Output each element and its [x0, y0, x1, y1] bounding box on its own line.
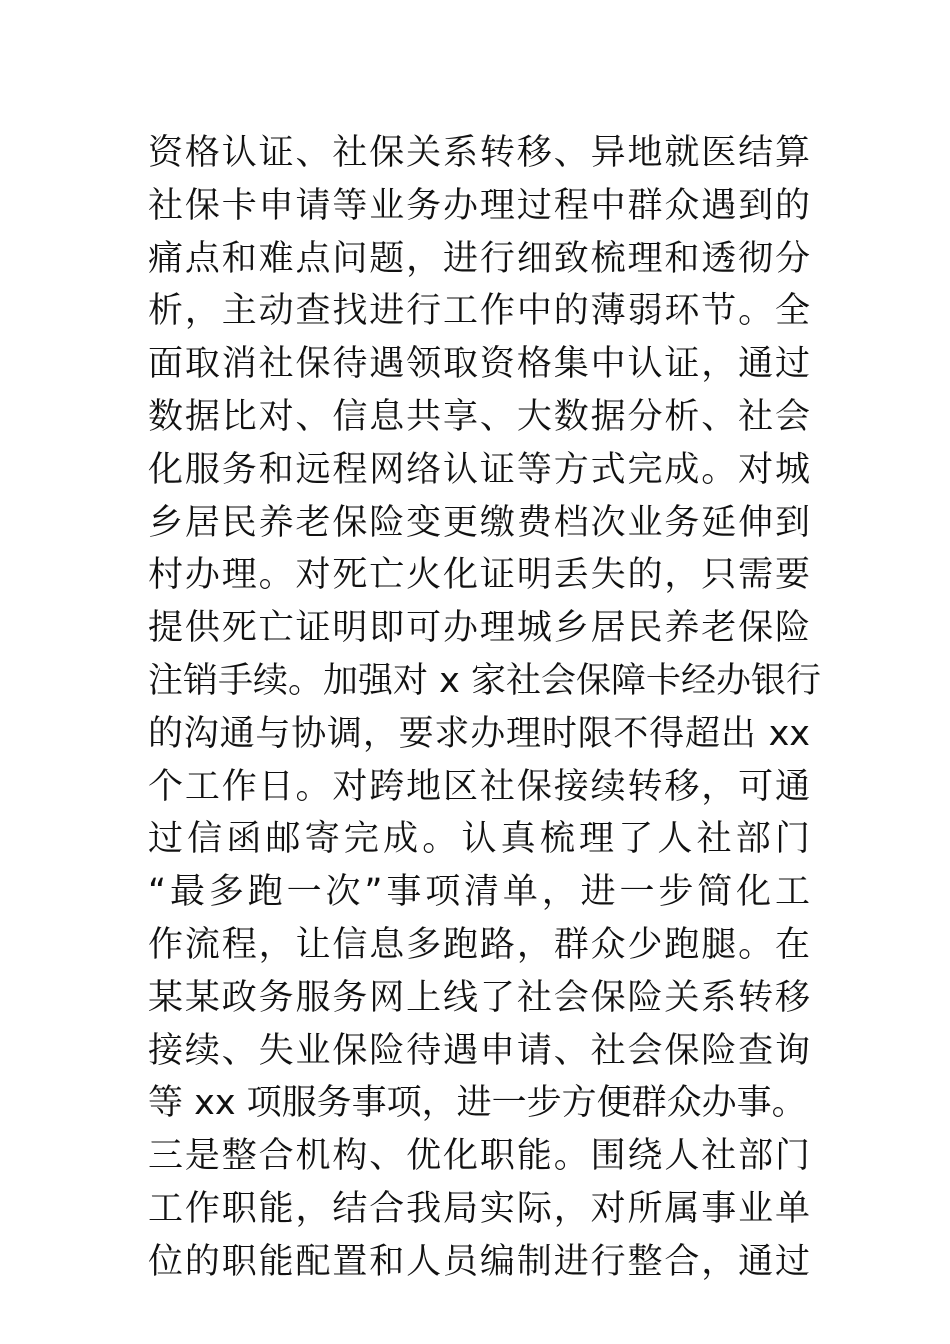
text-line: 社保卡申请等业务办理过程中群众遇到的	[148, 185, 810, 226]
text-line: 个工作日。对跨地区社保接续转移，可通	[148, 766, 810, 807]
text-line: 的沟通与协调，要求办理时限不得超出 xx	[148, 713, 810, 754]
text-line: 三是整合机构、优化职能。围绕人社部门	[148, 1136, 810, 1177]
text-line: 资格认证、社保关系转移、异地就医结算	[148, 133, 810, 173]
text-line: 过信函邮寄完成。认真梳理了人社部门	[148, 819, 810, 860]
text-line: 等 xx 项服务事项，进一步方便群众办事。	[148, 1083, 807, 1124]
text-line: 数据比对、信息共享、大数据分析、社会	[148, 396, 810, 437]
text-line: 接续、失业保险待遇申请、社会保险查询	[148, 1030, 810, 1071]
text-line: 村办理。对死亡火化证明丢失的，只需要	[148, 555, 810, 596]
text-line: 提供死亡证明即可办理城乡居民养老保险	[148, 608, 810, 649]
text-line: 痛点和难点问题，进行细致梳理和透彻分	[148, 238, 810, 279]
text-line: 化服务和远程网络认证等方式完成。对城	[148, 449, 810, 490]
body-text	[148, 127, 821, 1289]
text-line: 乡居民养老保险变更缴费档次业务延伸到	[148, 502, 810, 543]
text-line: 注销手续。加强对 x 家社会保障卡经办银行	[148, 660, 821, 701]
text-line: 析，主动查找进行工作中的薄弱环节。全	[148, 291, 810, 332]
text-line: 位的职能配置和人员编制进行整合，通过	[148, 1241, 810, 1282]
text-line: 面取消社保待遇领取资格集中认证，通过	[148, 344, 810, 385]
text-line: 工作职能，结合我局实际，对所属事业单	[148, 1188, 810, 1229]
text-line: “最多跑一次”事项清单，进一步简化工	[148, 872, 810, 913]
text-line: 作流程，让信息多跑路，群众少跑腿。在	[148, 924, 810, 965]
text-line: 某某政务服务网上线了社会保险关系转移	[148, 977, 810, 1018]
